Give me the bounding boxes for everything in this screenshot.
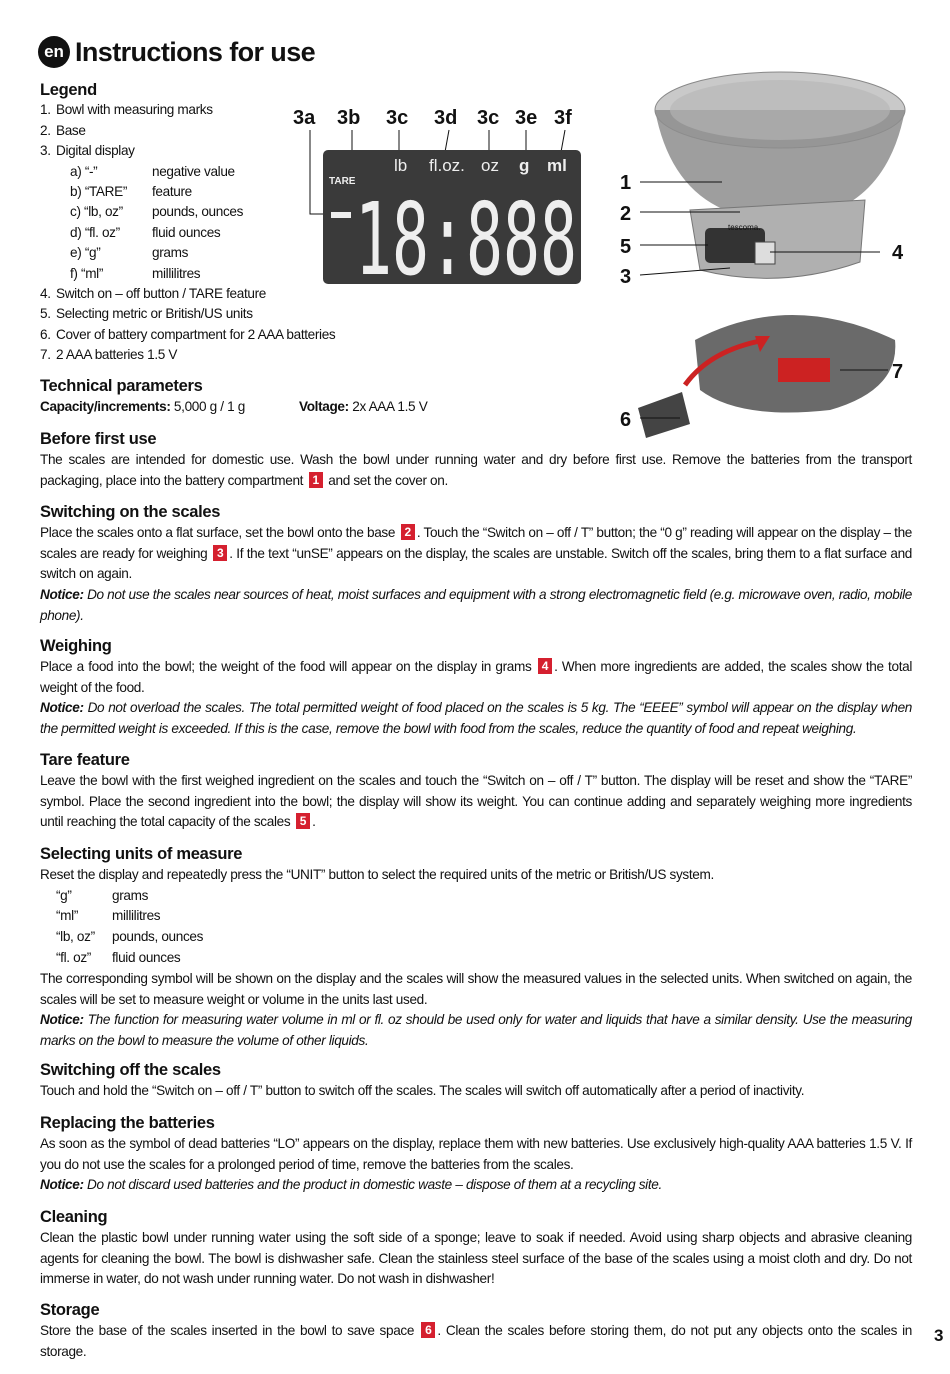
cleaning-section: Cleaning Clean the plastic bowl under running water using the soft side of a sponge; leave to soak if needed. Avoid using sharp objects and abrasive cleaning agents for cleaning the bowl. The bowl is dishwasher safe. Clean the stainless steel surface of the base of the scales using a moist cloth and dry. Do not immerse in water, do not wash under running water. Do not wash in dishwasher! (40, 1208, 912, 1287)
label-3a: 3a (293, 107, 316, 129)
page-header (38, 36, 315, 68)
tare-section: Tare feature Leave the bowl with the first weighed ingredient on the scales and touch the “Switch on – off / T” button. The display will be reset and show the “TARE” symbol. Place the second ingredient into the bowl; the display will show its weight. You can continue adding and separately weighing more ingredients until reaching the total capacity of the scales 5 . (40, 751, 912, 830)
tare-heading: Tare feature (40, 751, 130, 769)
batteries-heading: Replacing the batteries (40, 1114, 215, 1132)
batteries-section: Replacing the batteries As soon as the symbol of dead batteries “LO” appears on the display, replace them with new batteries. Use exclusively high-quality AAA batteries 1.5 V. If you do not use the scales for a prolonged period of time, remove the batteries from the scales. Notice: Do not discard used batteries and the product in domestic waste – dispose of them at a recycling site. (40, 1114, 912, 1193)
oz-segment: oz (481, 156, 499, 175)
weighing-heading: Weighing (40, 637, 112, 655)
legend-subitem: e) “g” grams (70, 245, 189, 261)
page-title: Instructions for use (75, 36, 316, 67)
digit-segments: 18:888 (355, 181, 577, 286)
callout-5: 5 (620, 236, 632, 258)
label-3e: 3e (515, 107, 538, 129)
storage-heading: Storage (40, 1301, 100, 1319)
units-list: “g” grams “ml” millilitres “lb, oz” pounds, ounces “fl. oz” fluid ounces (56, 887, 204, 965)
switching-section: Switching on the scales Place the scales onto a flat surface, set the bowl onto the base 2 . Touch the “Switch on – off / T” button; the “0 g” reading will appear on the display – the scales are ready for weighing 3 . If the text “unSE” appears on the display, the scales are unstable. Switch off the scales, bring them to a flat surface and switch on again. Notice: Do not use the scales near sources of heat, moist surfaces and equipment with a strong electromagnetic field (e.g. microwave oven, radio, mobile phone). (40, 503, 912, 623)
brand-logo: tescoma. (728, 223, 761, 232)
cleaning-heading: Cleaning (40, 1208, 108, 1226)
display-diagram (293, 104, 583, 286)
language-badge: en (38, 36, 70, 68)
legend-subitem: b) “TARE” feature (70, 184, 192, 200)
off-heading: Switching off the scales (40, 1061, 221, 1079)
callout-3: 3 (620, 266, 632, 288)
ref-badge: 4 (538, 658, 552, 674)
storage-section: Storage Store the base of the scales inserted in the bowl to save space 6 . Clean the scales before storing them, do not put any objects onto the scales in storage. (40, 1301, 912, 1359)
label-3d: 3d (434, 107, 458, 129)
voltage-label: Voltage: (299, 398, 349, 414)
switching-heading: Switching on the scales (40, 503, 221, 521)
lb-segment: lb (394, 156, 408, 175)
label-3c-2: 3c (477, 107, 500, 129)
ref-badge: 6 (421, 1322, 435, 1338)
callout-7: 7 (892, 361, 904, 383)
callout-6: 6 (620, 409, 632, 431)
legend-subitem: a) “-” negative value (70, 163, 235, 179)
legend-subitem: f) “ml” millilitres (70, 265, 201, 281)
technical-heading: Technical parameters (40, 377, 203, 395)
units-section: Selecting units of measure Reset the display and repeatedly press the “UNIT” button to select the required units of the metric or British/US system. “g” grams “ml” millilitres “lb, oz” pounds, ounces “fl. oz” fluid ounces The corresponding symbol will be shown on the display and the scales will show the measured values in the selected units. When switched on again, the scales will be set to measure weight or volume in the units last used. Notice: The function for measuring water volume in ml or fl. oz should be used only for water and liquids that have a similar density. Use the measuring marks on the bowl to measure the volume of other liquids. (40, 845, 912, 1049)
legend-item: 1. Bowl with measuring marks (40, 102, 213, 118)
product-figure (610, 40, 910, 440)
voltage-value: 2x AAA 1.5 V (348, 398, 428, 414)
legend-section (40, 80, 335, 366)
floz-segment: fl.oz. (429, 156, 465, 175)
ref-badge: 2 (401, 524, 415, 540)
label-3f: 3f (554, 107, 572, 129)
weighing-section: Weighing Place a food into the bowl; the weight of the food will appear on the display in grams 4 . When more ingredients are added, the scales show the total weight of the food. Notice: Do not overload the scales. The total permitted weight of food placed on the scales is 5 kg. The “EEEE” symbol will appear on the display when the permitted weight is exceeded. If this is the case, remove the bowl with food from the scales, reduce the quantity of food and repeat weighing. (40, 637, 912, 737)
legend-subitem: c) “lb, oz” pounds, ounces (70, 204, 244, 220)
off-section: Switching off the scales Touch and hold the “Switch on – off / T” button to switch off the scales. The scales will switch off automatically after a period of inactivity. (40, 1060, 912, 1102)
legend-item: 4. Switch on – off button / TARE feature (40, 286, 266, 302)
legend-item: 5. Selecting metric or British/US units (40, 306, 253, 322)
before-heading: Before first use (40, 430, 157, 448)
ref-badge: 1 (309, 472, 323, 488)
legend-item: 7. 2 AAA batteries 1.5 V (40, 347, 178, 363)
legend-item: 6. Cover of battery compartment for 2 AAA batteries (40, 326, 336, 342)
battery-compartment (778, 358, 830, 382)
ref-badge: 3 (213, 545, 227, 561)
capacity-label: Capacity/increments: (40, 398, 171, 414)
label-3c: 3c (386, 107, 409, 129)
technical-section (40, 376, 540, 418)
ref-badge: 5 (296, 813, 310, 829)
tare-segment: TARE (329, 176, 356, 187)
minus-segment (331, 212, 351, 218)
callout-1: 1 (620, 172, 632, 194)
callout-2: 2 (620, 203, 632, 225)
callout-4: 4 (892, 242, 904, 264)
before-section: Before first use The scales are intended for domestic use. Wash the bowl under running water and dry before first use. Remove the batteries from the transport packaging, place into the battery compartment 1 and set the cover on. (40, 430, 912, 488)
legend-heading: Legend (40, 81, 97, 99)
units-heading: Selecting units of measure (40, 845, 243, 863)
legend-item: 2. Base (40, 122, 86, 138)
ml-segment: ml (547, 156, 567, 175)
legend-item: 3. Digital display (40, 143, 135, 159)
legend-subitem: d) “fl. oz” fluid ounces (70, 224, 221, 240)
capacity-value: 5,000 g / 1 g (170, 398, 245, 414)
page-number: 3 (934, 1326, 944, 1345)
label-3b: 3b (337, 107, 361, 129)
g-segment: g (519, 156, 530, 175)
